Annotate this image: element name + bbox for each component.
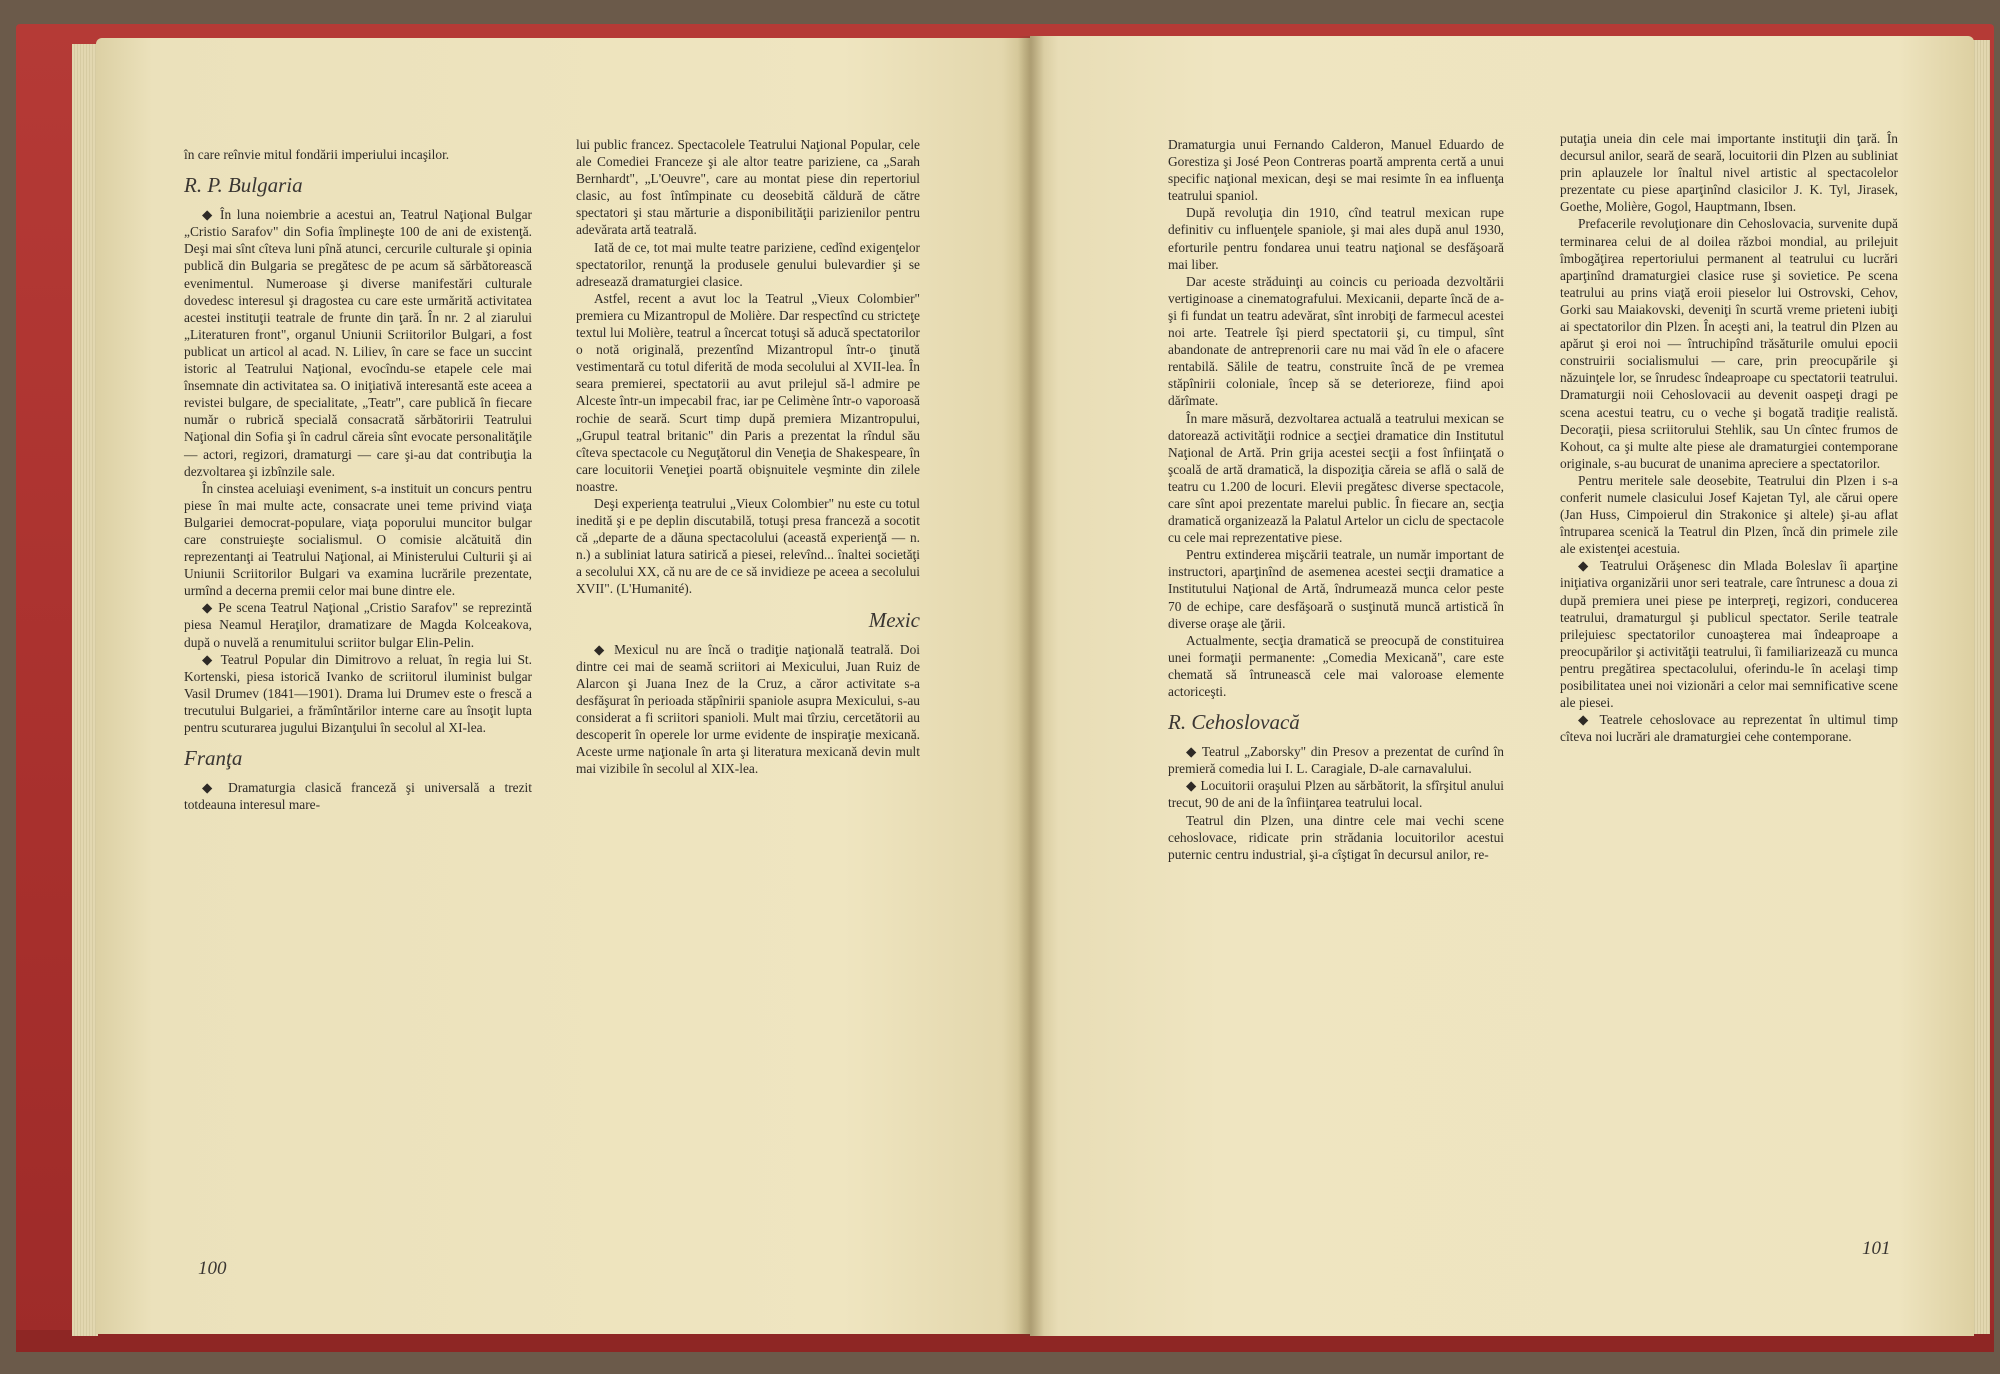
paragraph: După revoluţia din 1910, cînd teatrul mexican rupe definitiv cu influenţele spaniole, şi mai ales după anul 1930, eforturile pentru fondarea unui teatru naţional se desfăşoară mai liber.	[1168, 205, 1504, 272]
paragraph: ◆ Mexicul nu are încă o tradiţie naţională teatrală. Doi dintre cei mai de seamă scriitori ai Mexicului, Juan Ruiz de Alarcon şi Juana Inez de la Cruz, a căror activitate s-a desfăşurat în perioada stăpînirii spaniole asupra Mexicului, s-au considerat a fi scriitori spanioli. Mult mai tîrziu, cercetătorii au descoperit în operele lor urme evidente de inspiraţie mexicană. Aceste urme naţionale în arta şi literatura mexicană devin mult mai vizibile în secolul al XIX-lea.	[576, 641, 920, 777]
left-page-column-1	[184, 146, 532, 813]
section-heading: Franţa	[184, 746, 243, 771]
paragraph: În cinstea aceluiaşi eveniment, s-a instituit un concurs pentru piese în mai multe acte, consacrate unei teme privind viaţa Bulgariei democrat-populare, viaţa poporului muncitor bulgar care construieşte socialismul. O comisie alcătuită din reprezentanţi ai Teatrului Naţional, ai Ministerului Culturii şi ai Uniunii Scriitorilor Bulgari va examina lucrările prezentate, urmînd a decerna premii celor mai bune dintre ele.	[184, 480, 532, 599]
paragraph: ◆ Teatrul Popular din Dimitrovo a reluat, în regia lui St. Kortenski, piesa istorică Ivanko de scriitorul iluminist bulgar Vasil Drumev (1841—1901). Drama lui Drumev este o frescă a trecutului Bulgariei, a frămîntărilor interne care au însoţit lupta pentru scuturarea jugului Bizanţului în secolul al XI-lea.	[184, 651, 532, 735]
section-heading: R. P. Bulgaria	[184, 173, 303, 198]
paragraph: ◆ În luna noiembrie a acestui an, Teatrul Naţional Bulgar „Cristio Sarafov" din Sofia împlineşte 100 de ani de existenţă. Deşi mai sînt cîteva luni pînă atunci, cercurile culturale şi opinia publică din Bulgaria se pregătesc de pe acum să sărbătorească evenimentul. Numeroase şi diverse manifestări culturale dovedesc interesul şi dragostea cu care este urmărită activitatea acestei instituţii teatrale de frunte din ţară. În nr. 2 al ziarului „Literaturen front", organul Uniunii Scriitorilor Bulgari, a fost publicat un articol al acad. N. Liliev, în care se face un succint istoric al Teatrului Naţional, evocîndu-se etapele cele mai însemnate din activitatea sa. O iniţiativă interesantă este aceea a revistei bulgare, de specialitate, „Teatr", care publică în fiecare număr o rubrică specială consacrată sărbătoririi Teatrului Naţional din Sofia şi în cadrul căreia sînt evocate personalităţile — actori, regizori, dramaturgi — care şi-au dat contribuţia la dezvoltarea şi izbînzile sale.	[184, 207, 532, 479]
paragraph: lui public francez. Spectacolele Teatrului Naţional Popular, cele ale Comediei Franceze şi ale altor teatre pariziene, ca „Sarah Bernhardt", „L'Oeuvre", care au montat piese din repertoriul clasic, au fost întîmpinate cu deosebită căldură de către spectatori şi stau mărturie a disponibilităţii parizienilor pentru adevărata artă teatrală.	[576, 137, 920, 238]
paragraph: ◆ Dramaturgia clasică franceză şi universală a trezit totdeauna interesul mare-	[184, 780, 532, 813]
paragraph: Dar aceste străduinţi au coincis cu perioada dezvoltării vertiginoase a cinematografului. Mexicanii, departe încă de a-şi fi fundat un teatru adevărat, sînt inrobiţi de farmecul acestei noi arte. Teatrele îşi pierd spectatorii şi, cu timpul, sînt abandonate de antreprenorii care nu mai văd în ele o afacere rentabilă. Sălile de teatru, construite încă de pe vremea stăpînirii coloniale, încep să se deterioreze, fiind apoi dărîmate.	[1168, 273, 1504, 409]
paragraph: ◆ Teatrul „Zaborsky" din Presov a prezentat de curînd în premieră comedia lui I. L. Caragiale, D-ale carnavalului.	[1168, 744, 1504, 777]
paragraph: Dramaturgia unui Fernando Calderon, Manuel Eduardo de Gorestiza şi José Peon Contreras poartă amprenta certă a unui specific naţional mexican, deşi se mai resimte în ea influenţa teatrului spaniol.	[1168, 137, 1504, 204]
paragraph: Iată de ce, tot mai multe teatre pariziene, cedînd exigenţelor spectatorilor, renunţă la produsele genului bulevardier şi se adresează dramaturgiei clasice.	[576, 239, 920, 289]
paragraph: ◆ Pe scena Teatrul Naţional „Cristio Sarafov" se reprezintă piesa Neamul Heraţilor, dramatizare de Magda Kolceakova, după o nuvelă a renumitului scriitor bulgar Elin-Pelin.	[184, 600, 532, 650]
paragraph: ◆ Locuitorii oraşului Plzen au sărbătorit, la sfîrşitul anului trecut, 90 de ani de la înfiinţarea teatrului local.	[1168, 778, 1504, 811]
paragraph: Pentru meritele sale deosebite, Teatrului din Plzen i s-a conferit numele clasicului Josef Kajetan Tyl, ale cărui opere (Jan Huss, Cimpoierul din Strakonice şi altele) şi-au aflat întruparea scenică la Teatrul din Plzen, încă din primele zile ale existenţei acestuia.	[1560, 472, 1898, 557]
paragraph: Astfel, recent a avut loc la Teatrul „Vieux Colombier" premiera cu Mizantropul de Molière. Dar respectînd cu stricteţe textul lui Molière, teatrul a încercat totuşi să aducă spectatorilor o notă originală, prezentînd Mizantropul într-o ţinută vestimentară cu totul diferită de moda secolului al XVII-lea. În seara premierei, spectatorii au avut prilejul să-l admire pe Alceste într-un impecabil frac, iar pe Celimène într-o vaporoasă rochie de seară. Scurt timp după premiera Mizantropului, „Grupul teatral britanic" din Paris a prezentat la rîndul său cîteva spectacole cu Neguţătorul din Veneţia de Shakespeare, în care locuitorii Veneţiei poartă obişnuitele veşminte din zilele noastre.	[576, 290, 920, 494]
paragraph: Actualmente, secţia dramatică se preocupă de constituirea unei formaţii permanente: „Comedia Mexicană", care este chemată să întrunească cele mai valoroase elemente actoriceşti.	[1168, 632, 1504, 699]
page-number-right: 101	[1862, 1238, 1891, 1259]
section-heading: R. Cehoslovacă	[1168, 710, 1300, 735]
paragraph: Deşi experienţa teatrului „Vieux Colombier" nu este cu totul inedită şi e pe deplin discutabilă, totuşi presa franceză a socotit că „departe de a dăuna spectacolului (această experienţă — n. n.) a subliniat latura satirică a piesei, relevînd... înaltei societăţi a secolului XX, că nu are de ce să invidieze pe aceea a secolului XVII". (L'Humanité).	[576, 495, 920, 597]
paragraph: în care reînvie mitul fondării imperiului incaşilor.	[184, 147, 450, 162]
page-edges-left	[72, 44, 98, 1336]
paragraph: Prefacerile revoluţionare din Cehoslovacia, survenite după terminarea celui de al doilea război mondial, au prilejuit îmbogăţirea repertoriului permanent al teatrului cu lucrări aparţinînd dramaturgiei clasice ruse şi sovietice. Pe scena teatrului au prins viaţă eroii pieselor lui Ostrovski, Cehov, Gorki sau Maiakovski, deveniţi în scurtă vreme prieteni iubiţi ai spectatorilor din Plzen. În aceşti ani, la teatrul din Plzen au apărut şi eroi noi — întruchipînd trăsăturile omului epocii construirii socialismului — care, prin preocupările şi năzuinţele lor, se înrudesc îndeaproape cu spectatorii teatrului. Dramaturgii noii Cehoslovacii au devenit oaspeţi dragi pe scena acestui teatru, cu o veche şi bogată tradiţie realistă. Decoraţii, piesa scriitorului Stehlik, sau Un cîntec frumos de Kohout, ca şi multe alte piese ale dramaturgiei contemporane originale, s-au bucurat de unanima apreciere a spectatorilor.	[1560, 216, 1898, 471]
page-edges-right	[1972, 40, 1990, 1334]
page-number-left: 100	[198, 1258, 227, 1279]
section-heading: Mexic	[868, 607, 920, 632]
paragraph: Pentru extinderea mişcării teatrale, un număr important de instructori, aparţinînd de asemenea acestei secţii dramatice a Institutului Naţional de Artă, îndrumează munca celor peste 70 de echipe, care desfăşoară o susţinută muncă artistică în diverse oraşe ale ţării.	[1168, 547, 1504, 631]
right-page-column-1	[1168, 136, 1504, 863]
book-gutter	[1018, 36, 1044, 1336]
paragraph: ◆ Teatrele cehoslovace au reprezentat în ultimul timp cîteva noi lucrări ale dramaturgiei cehe contemporane.	[1560, 712, 1898, 745]
paragraph: ◆ Teatrului Orăşenesc din Mlada Boleslav îi aparţine iniţiativa organizării unor seri teatrale, care întrunesc a doua zi după premiera unei piese pe interpreţi, regizori, conducerea teatrului, dramaturgul şi publicul spectator. Serile teatrale prilejuiesc spectatorilor cunoaşterea mai îndeaproape a preocupărilor şi activităţii teatrului, îi familiarizează cu munca pentru pregătirea spectacolului, oferindu-le în acelaşi timp posibilitatea unei noi vizionări a celor mai semnificative scene ale piesei.	[1560, 558, 1898, 711]
right-page-column-2	[1560, 130, 1898, 745]
paragraph: Teatrul din Plzen, una dintre cele mai vechi scene cehoslovace, ridicate prin strădania locuitorilor acestui puternic centru industrial, şi-a cîştigat în decursul anilor, re-	[1168, 812, 1504, 862]
paragraph: putaţia uneia din cele mai importante instituţii din ţară. În decursul anilor, seară de seară, locuitorii din Plzen au subliniat prin aplauzele lor înaltul nivel artistic al spectacolelor prezentate cu piese aparţinînd clasicilor J. K. Tyl, Jirasek, Goethe, Molière, Gogol, Hauptmann, Ibsen.	[1560, 131, 1898, 215]
paragraph: În mare măsură, dezvoltarea actuală a teatrului mexican se datorează activităţii rodnice a secţiei dramatice din Institutul Naţional de Artă. Prin grija acestei secţii a fost înfiinţată o şcoală de artă dramatică, la dispoziţia căreia se află o sală de teatru cu 1.200 de locuri. Elevii pregătesc diverse spectacole, care sînt apoi prezentate marelui public. În fiecare an, secţia dramatică organizează la Palatul Artelor un ciclu de spectacole cu cele mai reprezentative piese.	[1168, 410, 1504, 546]
left-page-column-2	[576, 136, 920, 777]
